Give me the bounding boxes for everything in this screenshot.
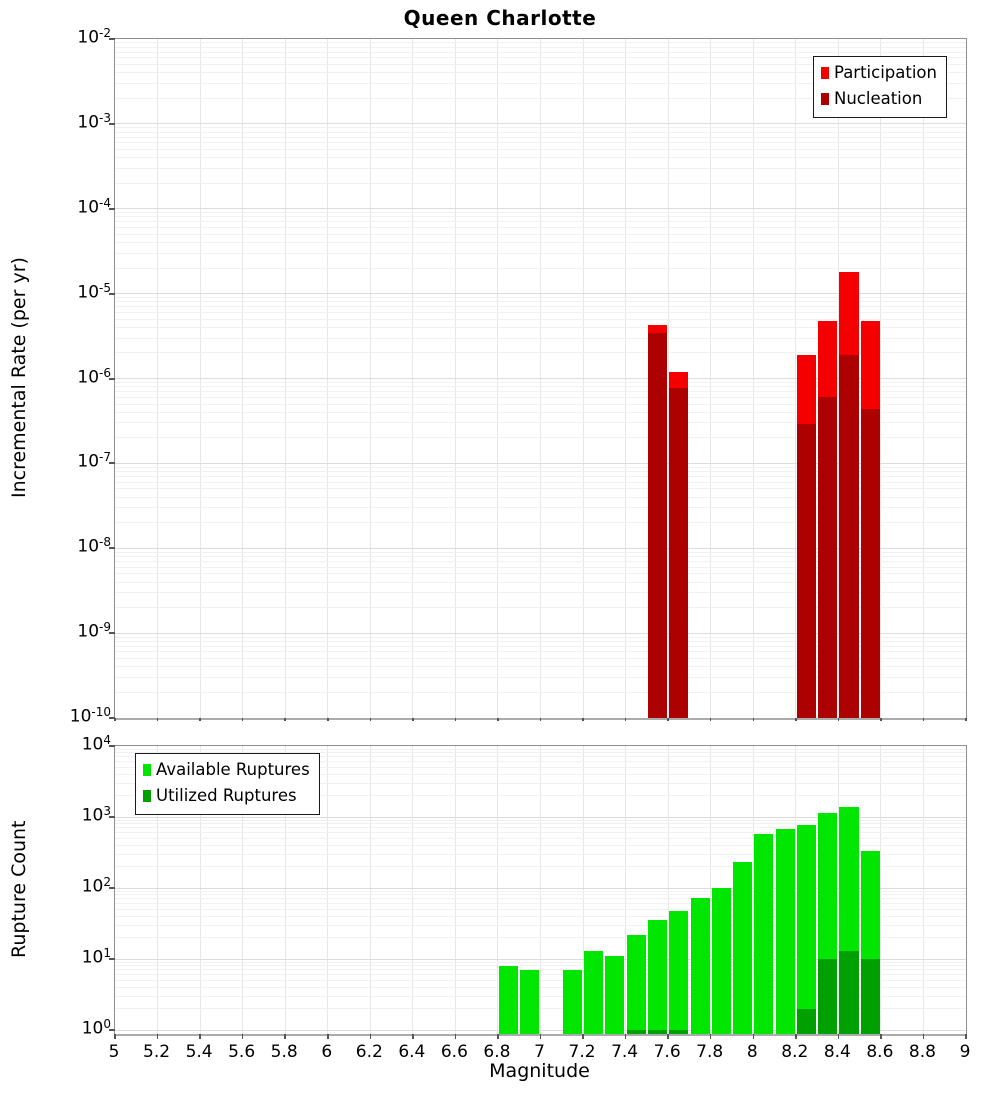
gridline-horizontal-minor [115, 242, 966, 243]
bar-available-ruptures [733, 862, 752, 1034]
gridline-horizontal-minor [115, 749, 966, 750]
gridline-horizontal-minor [115, 651, 966, 652]
x-axis-tick [284, 1034, 286, 1039]
gridline-horizontal-minor [115, 216, 966, 217]
gridline-horizontal-minor [115, 677, 966, 678]
x-axis-tick [114, 718, 116, 721]
x-tick-label: 5 [108, 1042, 120, 1062]
legend-label-available-ruptures: Available Ruptures [156, 760, 310, 779]
x-tick-label: 5.6 [228, 1042, 256, 1062]
bar-utilized-ruptures [839, 951, 858, 1034]
legend-item-utilized-ruptures [143, 785, 310, 807]
x-axis-tick [157, 1034, 159, 1039]
gridline-horizontal-minor [115, 891, 966, 892]
gridline-horizontal-minor [115, 382, 966, 383]
x-tick-label: 6.4 [398, 1042, 426, 1062]
gridline-horizontal-minor [115, 965, 966, 966]
gridline-horizontal-minor [115, 183, 966, 184]
y-tick-label: $10^{-4}$ [77, 195, 111, 218]
y-tick-label: $10^1$ [81, 946, 111, 968]
gridline-horizontal-minor [115, 637, 966, 638]
gridline-horizontal-minor [115, 646, 966, 647]
x-axis-tick [582, 718, 584, 721]
y-tick-label: $10^{-7}$ [77, 450, 111, 473]
bar-available-ruptures [499, 966, 518, 1034]
gridline-horizontal-minor [115, 582, 966, 583]
x-axis-tick [327, 1034, 329, 1039]
gridline-horizontal-major [115, 548, 966, 549]
gridline-horizontal-minor [115, 823, 966, 824]
bar-utilized-ruptures [648, 1030, 667, 1034]
bar-nucleation [839, 355, 858, 718]
gridline-horizontal-minor [115, 552, 966, 553]
gridline-horizontal-minor [115, 221, 966, 222]
count-plot-area [81, 733, 967, 1039]
gridline-horizontal-minor [115, 404, 966, 405]
bar-available-ruptures [563, 970, 582, 1034]
x-axis-tick [710, 1034, 712, 1039]
gridline-horizontal-minor [115, 127, 966, 128]
x-tick-label: 8.4 [823, 1042, 851, 1062]
x-axis-tick [412, 1034, 414, 1039]
gridline-horizontal-major [115, 959, 966, 960]
x-axis-tick [753, 1034, 755, 1039]
legend-label-nucleation: Nucleation [833, 89, 923, 109]
gridline-horizontal-minor [115, 253, 966, 254]
gridline-horizontal-minor [115, 482, 966, 483]
gridline-horizontal-minor [115, 397, 966, 398]
legend-swatch-utilized-ruptures [143, 790, 151, 802]
x-tick-label: 5.8 [270, 1042, 298, 1062]
bar-nucleation [648, 333, 667, 718]
gridline-horizontal-minor [115, 838, 966, 839]
bar-nucleation [818, 397, 837, 718]
bar-available-ruptures [520, 970, 539, 1034]
x-axis-tick [242, 1034, 244, 1039]
gridline-horizontal-major [115, 633, 966, 634]
x-axis-tick [540, 1034, 542, 1039]
bar-available-ruptures [669, 911, 688, 1034]
gridline-horizontal-minor [115, 561, 966, 562]
y-tick-label: $10^{-10}$ [69, 705, 111, 727]
bar-available-ruptures [712, 888, 731, 1034]
x-tick-label: 6.2 [355, 1042, 383, 1062]
gridline-horizontal-minor [115, 916, 966, 917]
bar-nucleation [797, 424, 816, 718]
x-axis-tick [965, 1034, 967, 1039]
gridline-horizontal-minor [115, 898, 966, 899]
x-axis-tick [667, 1034, 669, 1039]
y-tick-label: $10^{-9}$ [77, 620, 111, 642]
x-tick-label: 7.2 [568, 1042, 596, 1062]
gridline-horizontal-minor [115, 132, 966, 133]
gridline-horizontal-minor [115, 157, 966, 158]
x-axis-tick [795, 1034, 797, 1039]
legend-item-participation [821, 62, 937, 84]
x-axis-tick [880, 1034, 882, 1039]
gridline-horizontal-minor [115, 301, 966, 302]
gridline-horizontal-minor [115, 168, 966, 169]
bar-available-ruptures [797, 825, 816, 1034]
x-axis-tick [838, 718, 840, 721]
y-tick-label: $10^{-6}$ [77, 365, 111, 388]
bar-nucleation [669, 388, 688, 718]
gridline-horizontal-minor [115, 327, 966, 328]
gridline-horizontal-major [115, 208, 966, 209]
gridline-horizontal-minor [115, 306, 966, 307]
gridline-horizontal-minor [115, 925, 966, 926]
gridline-horizontal-major [115, 293, 966, 294]
x-tick-label: 8.6 [866, 1042, 894, 1062]
x-axis-tick [497, 1034, 499, 1039]
gridline-horizontal-minor [115, 52, 966, 53]
gridline-horizontal-major [115, 817, 966, 818]
gridline-horizontal-minor [115, 974, 966, 975]
x-axis-tick [625, 718, 627, 721]
gridline-horizontal-minor [115, 47, 966, 48]
x-axis-tick [242, 718, 244, 721]
gridline-horizontal-minor [115, 820, 966, 821]
x-axis-tick [965, 718, 967, 721]
gridline-horizontal-minor [115, 422, 966, 423]
gridline-horizontal-minor [115, 437, 966, 438]
gridline-horizontal-minor [115, 987, 966, 988]
x-axis-tick [540, 718, 542, 721]
x-axis-tick [412, 718, 414, 721]
y-tick-label: $10^{-2}$ [77, 26, 111, 48]
x-axis-tick [157, 718, 159, 721]
y-tick-label: $10^{-3}$ [77, 110, 111, 133]
x-tick-label: 6.6 [440, 1042, 468, 1062]
gridline-horizontal-major [115, 123, 966, 124]
gridline-horizontal-minor [115, 937, 966, 938]
y-tick-label: $10^{-5}$ [77, 280, 111, 303]
x-tick-label: 9 [959, 1042, 971, 1062]
x-axis-tick [497, 718, 499, 721]
x-axis-label: Magnitude [489, 1060, 590, 1082]
legend-swatch-participation [821, 67, 829, 79]
y-axis-label-count: Rupture Count [8, 820, 30, 958]
gridline-horizontal-minor [115, 903, 966, 904]
x-axis-tick [370, 1034, 372, 1039]
gridline-horizontal-minor [115, 845, 966, 846]
bar-available-ruptures [776, 829, 795, 1034]
gridline-horizontal-minor [115, 227, 966, 228]
gridline-horizontal-minor [115, 969, 966, 970]
gridline-horizontal-major [115, 378, 966, 379]
bar-available-ruptures [691, 898, 710, 1034]
gridline-horizontal-minor [115, 352, 966, 353]
gridline-horizontal-minor [115, 556, 966, 557]
legend [135, 753, 320, 815]
gridline-horizontal-minor [115, 573, 966, 574]
gridline-horizontal-minor [115, 212, 966, 213]
gridline-horizontal-minor [115, 488, 966, 489]
x-tick-label: 5.4 [185, 1042, 213, 1062]
legend [813, 56, 947, 118]
bar-utilized-ruptures [669, 1030, 688, 1034]
gridline-horizontal-minor [115, 142, 966, 143]
bar-available-ruptures [648, 920, 667, 1034]
x-tick-label: 7 [534, 1042, 545, 1062]
bar-utilized-ruptures [627, 1030, 646, 1034]
gridline-horizontal-minor [115, 980, 966, 981]
gridline-horizontal-minor [115, 827, 966, 828]
x-axis-tick [370, 718, 372, 721]
gridline-horizontal-minor [115, 338, 966, 339]
bar-available-ruptures [627, 935, 646, 1034]
x-tick-label: 6.8 [483, 1042, 511, 1062]
gridline-horizontal-major [115, 1030, 966, 1031]
x-tick-label: 7.6 [653, 1042, 681, 1062]
gridline-horizontal-minor [115, 234, 966, 235]
rate-plot-area [69, 26, 967, 727]
gridline-horizontal-minor [115, 522, 966, 523]
y-tick-label: $10^{-8}$ [77, 535, 111, 557]
x-axis-tick [880, 718, 882, 721]
gridline-horizontal-minor [115, 297, 966, 298]
x-axis-tick [199, 718, 201, 721]
legend-item-nucleation [821, 88, 937, 110]
x-tick-label: 8.2 [781, 1042, 809, 1062]
gridline-horizontal-minor [115, 894, 966, 895]
gridline-horizontal-minor [115, 854, 966, 855]
gridline-horizontal-minor [115, 666, 966, 667]
legend-swatch-nucleation [821, 93, 829, 105]
gridline-horizontal-minor [115, 312, 966, 313]
x-axis-tick [838, 1034, 840, 1039]
x-tick-label: 8 [746, 1042, 758, 1062]
x-tick-label: 7.4 [611, 1042, 639, 1062]
bar-available-ruptures [605, 956, 624, 1034]
gridline-horizontal-minor [115, 412, 966, 413]
gridline-horizontal-minor [115, 658, 966, 659]
y-tick-label: $10^2$ [81, 875, 111, 897]
gridline-horizontal-minor [115, 497, 966, 498]
gridline-horizontal-minor [115, 476, 966, 477]
gridline-horizontal-minor [115, 996, 966, 997]
x-axis-tick [667, 718, 669, 721]
y-tick-label: $10^0$ [81, 1017, 111, 1039]
gridline-horizontal-minor [115, 641, 966, 642]
x-axis-tick [327, 718, 329, 721]
gridline-horizontal-minor [115, 137, 966, 138]
chart-title: Queen Charlotte [403, 6, 597, 30]
x-axis-tick [114, 1034, 116, 1039]
gridline-horizontal-minor [115, 386, 966, 387]
x-axis-tick [284, 718, 286, 721]
legend-item-available-ruptures [143, 759, 310, 781]
x-axis-tick [710, 718, 712, 721]
x-axis-tick [923, 718, 925, 721]
x-axis-tick [923, 1034, 925, 1039]
gridline-horizontal-minor [115, 909, 966, 910]
legend-label-utilized-ruptures: Utilized Ruptures [156, 786, 297, 806]
gridline-horizontal-minor [115, 592, 966, 593]
y-tick-label: $10^4$ [81, 733, 111, 755]
x-tick-label: 6 [321, 1042, 333, 1062]
bar-nucleation [861, 409, 880, 718]
x-axis-tick [753, 718, 755, 721]
gridline-horizontal-minor [115, 1008, 966, 1009]
gridline-horizontal-minor [115, 319, 966, 320]
gridline-horizontal-minor [115, 42, 966, 43]
x-axis-tick [455, 1034, 457, 1039]
bar-utilized-ruptures [797, 1009, 816, 1034]
bar-utilized-ruptures [861, 959, 880, 1034]
gridline-horizontal-minor [115, 962, 966, 963]
gridline-horizontal-major [115, 888, 966, 889]
y-axis-label-rate: Incremental Rate (per yr) [8, 257, 30, 498]
x-tick-label: 5.2 [143, 1042, 171, 1062]
x-axis-tick [625, 1034, 627, 1039]
x-tick-label: 8.8 [908, 1042, 936, 1062]
x-axis-tick [199, 1034, 201, 1039]
legend-swatch-available-ruptures [143, 764, 151, 776]
legend-label-participation: Participation [833, 63, 937, 82]
bar-utilized-ruptures [818, 959, 837, 1034]
gridline-horizontal-minor [115, 607, 966, 608]
gridline-horizontal-minor [115, 467, 966, 468]
gridline-horizontal-major [115, 463, 966, 464]
x-axis-tick [795, 718, 797, 721]
gridline-horizontal-minor [115, 268, 966, 269]
gridline-horizontal-minor [115, 567, 966, 568]
gridline-horizontal-minor [115, 507, 966, 508]
gridline-horizontal-minor [115, 832, 966, 833]
x-tick-label: 7.8 [696, 1042, 724, 1062]
gridline-horizontal-minor [115, 866, 966, 867]
x-axis-tick [582, 1034, 584, 1039]
x-axis-tick [455, 718, 457, 721]
gridline-horizontal-minor [115, 692, 966, 693]
gridline-horizontal-minor [115, 149, 966, 150]
y-tick-label: $10^3$ [81, 804, 111, 826]
bar-available-ruptures [754, 834, 773, 1034]
gridline-horizontal-minor [115, 391, 966, 392]
gridline-horizontal-minor [115, 471, 966, 472]
bar-available-ruptures [584, 951, 603, 1034]
